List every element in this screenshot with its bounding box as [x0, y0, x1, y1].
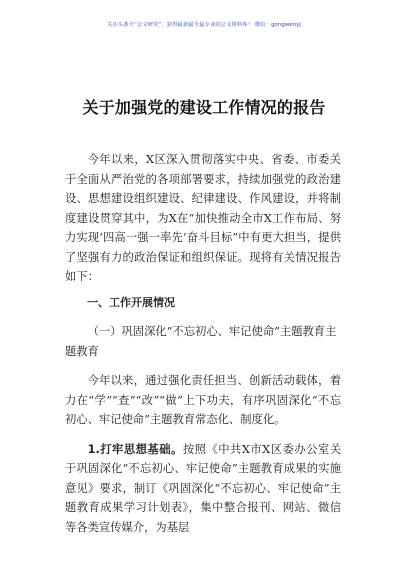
section-heading: 一、工作开展情况 [87, 295, 175, 309]
body-paragraph: 今年以来，通过强化责任担当、创新活动载体，着力在“学”“查”“改”“做”上下功夫，有序巩固深化“不忘初心、牢记使命”主题教育常态化、制度化。 [65, 374, 341, 426]
subsection-heading: （一）巩固深化“不忘初心、牢记使命”主题教育主题教育 [65, 325, 337, 358]
document-body [65, 150, 341, 537]
intro-paragraph: 今年以来，X区深入贯彻落实中央、省委、市委关于全面从严治党的各项部署要求，持续加强党的政治建设、思想建设组织建设、纪律建设、作风建设，并将制度建设贯穿其中，为X在“加快推动全市X工作布局、努力实现‘四高一强一率先’奋斗目标”中有更大担当，提供了坚强有力的政治保证和组织保证。现将有关情况报告如下： [65, 153, 341, 283]
header-notice: 关注头条号“公文研究”，获得最新最全最专业的公文资料库！ 微信：gongwenyj [107, 22, 301, 28]
document-title: 关于加强党的建设工作情况的报告 [82, 98, 326, 117]
paragraph-lead: 1.打牢思想基础。 [87, 442, 183, 456]
body-paragraph-with-lead [65, 440, 341, 538]
paragraph-text: 按照《中共X市X区委办公室关于巩固深化“不忘初心、牢记使命”主题教育成果的实施意见》要求，制订《巩固深化“不忘初心、牢记使命”主题教育成果学习计划表》，集中整合报刊、网站、微信等各类宣传媒介，为基层 [65, 442, 342, 534]
